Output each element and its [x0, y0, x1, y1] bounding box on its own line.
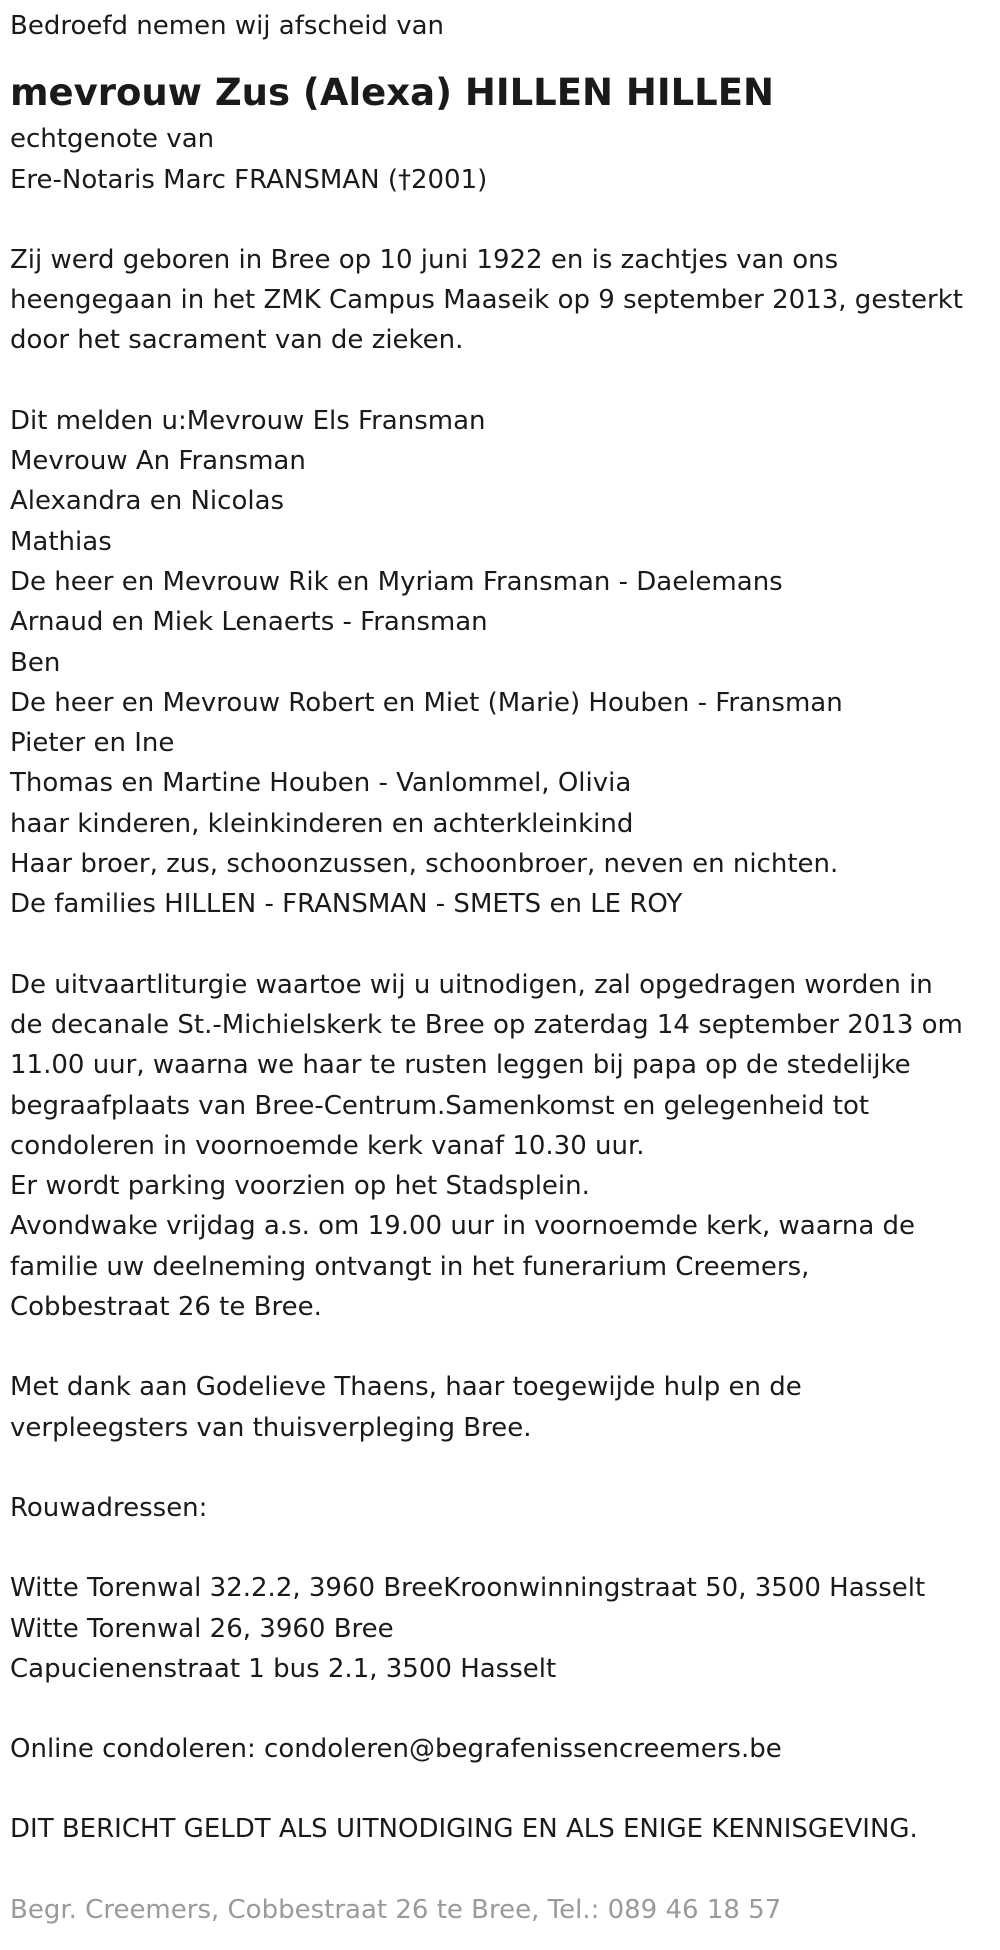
biography-line: heengegaan in het ZMK Campus Maaseik op 9 september 2013, gesterkt [10, 285, 963, 316]
address-line: Witte Torenwal 26, 3960 Bree [10, 1613, 394, 1644]
spacer [10, 1448, 990, 1488]
funeral-line: De uitvaartliturgie waartoe wij u uitnodigen, zal opgedragen worden in [10, 969, 933, 1000]
funeral-line: condoleren in voornoemde kerk vanaf 10.30 uur. [10, 1130, 645, 1161]
thanks-paragraph [10, 1367, 990, 1448]
official-notice: DIT BERICHT GELDT ALS UITNODIGING EN ALS ENIGE KENNISGEVING. [10, 1814, 918, 1845]
spacer [10, 1528, 990, 1568]
spacer [10, 1327, 990, 1367]
funeral-line: 11.00 uur, waarna we haar te rusten leggen bij papa op de stedelijke [10, 1050, 911, 1081]
biography-line: door het sacrament van de zieken. [10, 325, 464, 356]
intro-text: Bedroefd nemen wij afscheid van [10, 11, 444, 41]
deceased-name: mevrouw Zus (Alexa) HILLEN HILLEN [10, 71, 774, 115]
announcer-line: Ben [10, 647, 61, 678]
funeral-line: Er wordt parking voorzien op het Stadsplein. [10, 1171, 590, 1202]
announcer-line: Thomas en Martine Houben - Vanlommel, Olivia [10, 768, 632, 799]
announcer-line: De families HILLEN - FRANSMAN - SMETS en LE ROY [10, 889, 683, 920]
address-line: Capucienenstraat 1 bus 2.1, 3500 Hasselt [10, 1653, 557, 1684]
announcer-line: Haar broer, zus, schoonzussen, schoonbroer, neven en nichten. [10, 849, 839, 880]
thanks-line: verpleegsters van thuisverpleging Bree. [10, 1412, 532, 1443]
spacer [10, 1689, 990, 1729]
announcers-list [10, 401, 990, 925]
announcer-line: haar kinderen, kleinkinderen en achterkleinkind [10, 808, 634, 839]
biography-line: Zij werd geboren in Bree op 10 juni 1922 en is zachtjes van ons [10, 244, 839, 275]
spacer [10, 1850, 990, 1890]
biography-paragraph [10, 240, 990, 361]
funeral-home-footer: Begr. Creemers, Cobbestraat 26 te Bree, Tel.: 089 46 18 57 [10, 1894, 782, 1925]
online-condolence-text: Online condoleren: condoleren@begrafenissencreemers.be [10, 1734, 782, 1765]
spouse-name: Ere-Notaris Marc FRANSMAN (†2001) [10, 164, 488, 195]
addresses-list [10, 1568, 990, 1689]
spacer [10, 361, 990, 401]
announcer-line: Alexandra en Nicolas [10, 486, 285, 517]
announcer-line: Arnaud en Miek Lenaerts - Fransman [10, 607, 488, 638]
announcer-line: Pieter en Ine [10, 728, 175, 759]
funeral-line: de decanale St.-Michielskerk te Bree op zaterdag 14 september 2013 om [10, 1009, 963, 1040]
announcer-line: Mevrouw An Fransman [10, 446, 306, 477]
spacer [10, 925, 990, 965]
spouse-intro: echtgenote van [10, 124, 215, 155]
announcer-line: De heer en Mevrouw Rik en Myriam Fransman - Daelemans [10, 566, 783, 597]
thanks-line: Met dank aan Godelieve Thaens, haar toegewijde hulp en de [10, 1372, 802, 1403]
spacer [10, 200, 990, 240]
announcer-line: De heer en Mevrouw Robert en Miet (Marie) Houben - Fransman [10, 687, 843, 718]
announcer-line: Dit melden u:Mevrouw Els Fransman [10, 405, 486, 436]
address-line: Witte Torenwal 32.2.2, 3960 BreeKroonwinningstraat 50, 3500 Hasselt [10, 1573, 926, 1604]
funeral-line: Cobbestraat 26 te Bree. [10, 1292, 322, 1323]
spacer [10, 1769, 990, 1809]
funeral-paragraph [10, 965, 990, 1328]
addresses-title: Rouwadressen: [10, 1492, 208, 1523]
funeral-line: Avondwake vrijdag a.s. om 19.00 uur in voornoemde kerk, waarna de [10, 1211, 916, 1242]
announcer-line: Mathias [10, 526, 112, 557]
funeral-line: familie uw deelneming ontvangt in het funerarium Creemers, [10, 1251, 810, 1282]
funeral-line: begraafplaats van Bree-Centrum.Samenkomst en gelegenheid tot [10, 1090, 870, 1121]
